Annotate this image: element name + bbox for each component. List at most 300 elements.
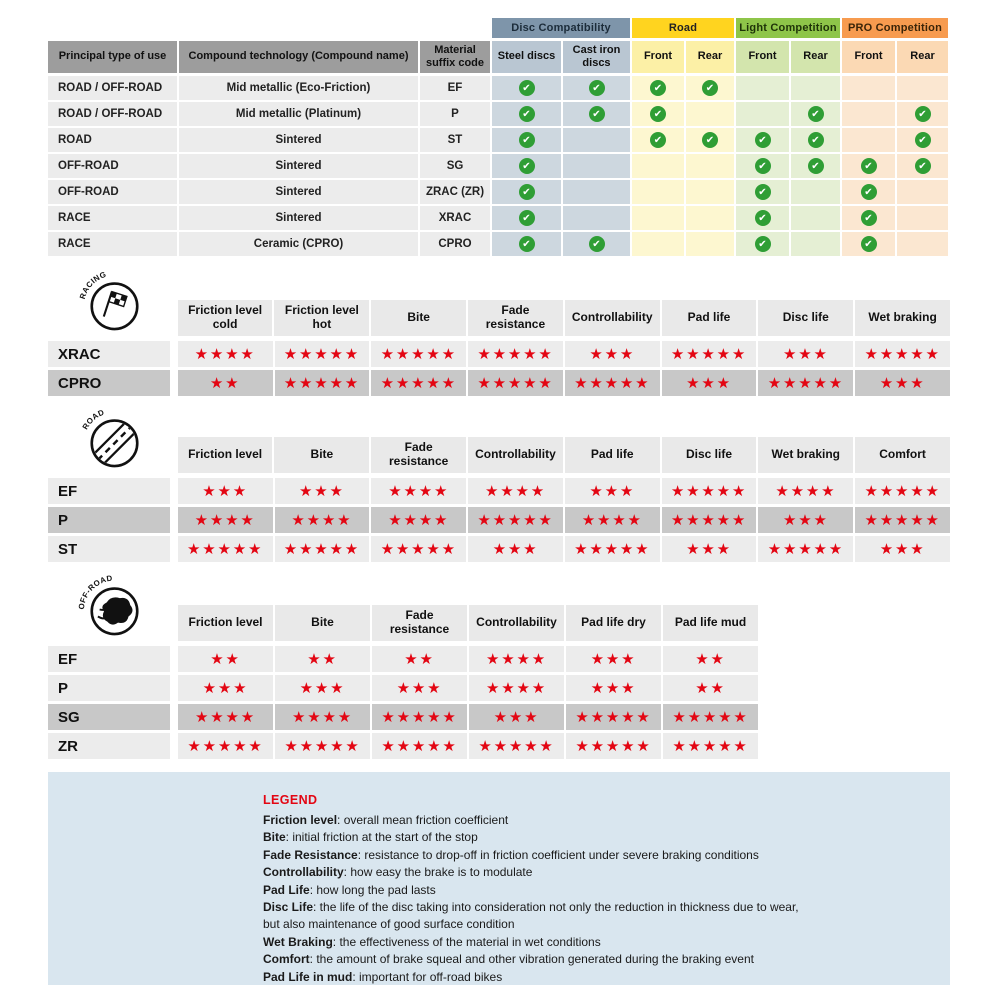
star-rating: ★★★ — [590, 650, 637, 668]
star-rating: ★★★★★ — [380, 374, 457, 392]
legend-description: : overall mean friction coefficient — [337, 813, 509, 827]
check-icon: ✔ — [915, 132, 931, 148]
check-cell — [736, 180, 789, 204]
check-cell — [736, 154, 789, 178]
check-cell — [897, 232, 948, 256]
rating-cell — [662, 478, 757, 504]
rating-cell — [663, 646, 758, 672]
rating-cell — [468, 370, 563, 396]
rating-cell — [566, 733, 661, 759]
check-icon: ✔ — [519, 80, 535, 96]
star-rating: ★★ — [404, 650, 435, 668]
rating-cell — [565, 536, 660, 562]
check-cell — [897, 154, 948, 178]
check-cell — [791, 128, 840, 152]
legend-entry — [263, 812, 930, 829]
check-cell — [632, 76, 684, 100]
star-rating: ★★★★★ — [283, 374, 361, 392]
technology-cell: Mid metallic (Eco-Friction) — [179, 76, 418, 100]
use-cell: OFF-ROAD — [48, 154, 177, 178]
star-rating: ★★★★★ — [864, 482, 941, 500]
column-header: Front — [736, 41, 789, 73]
rating-table — [48, 605, 952, 759]
rating-row — [48, 675, 952, 701]
rating-cell — [275, 341, 370, 367]
check-icon: ✔ — [650, 132, 666, 148]
group-spacer — [48, 18, 490, 38]
check-icon: ✔ — [755, 236, 771, 252]
rating-cell — [468, 341, 563, 367]
star-rating: ★★★★★ — [380, 540, 457, 558]
star-rating: ★★ — [695, 679, 726, 697]
rating-column-header: Bite — [371, 300, 466, 336]
compound-code: P — [48, 675, 170, 701]
check-cell — [492, 232, 561, 256]
legend-term: Controllability — [263, 865, 344, 880]
check-icon: ✔ — [861, 236, 877, 252]
star-rating: ★★★ — [686, 374, 732, 392]
star-rating: ★★★ — [202, 679, 249, 697]
check-cell — [632, 154, 684, 178]
rating-column-header: Bite — [275, 605, 370, 641]
rating-cell — [565, 478, 660, 504]
check-cell — [791, 76, 840, 100]
technology-cell: Sintered — [179, 206, 418, 230]
check-cell — [492, 154, 561, 178]
check-icon: ✔ — [650, 106, 666, 122]
check-icon: ✔ — [589, 80, 605, 96]
rating-cell — [469, 675, 564, 701]
rating-row — [48, 341, 952, 367]
check-icon: ✔ — [519, 158, 535, 174]
check-cell — [791, 102, 840, 126]
check-cell — [897, 102, 948, 126]
rating-header-row — [48, 437, 952, 473]
road-section — [48, 407, 952, 565]
check-cell — [842, 206, 895, 230]
group-header-pro: PRO Competition — [842, 18, 948, 38]
rating-column-header: Fade resistance — [372, 605, 467, 641]
rating-row — [48, 536, 952, 562]
check-icon: ✔ — [519, 210, 535, 226]
rating-cell — [275, 536, 370, 562]
star-rating: ★★★★★ — [574, 374, 651, 392]
check-icon: ✔ — [915, 158, 931, 174]
star-rating: ★★ — [307, 650, 338, 668]
star-rating: ★★★★★ — [672, 737, 749, 755]
check-cell — [897, 206, 948, 230]
rating-header-row — [48, 300, 952, 336]
star-rating: ★★★★ — [194, 511, 256, 529]
racing-flag-icon — [76, 266, 146, 336]
code-cell: SG — [420, 154, 490, 178]
star-rating: ★★★★ — [486, 650, 547, 668]
check-cell — [842, 76, 895, 100]
legend-term: Disc Life — [263, 900, 314, 915]
rating-cell — [372, 675, 467, 701]
check-cell — [842, 180, 895, 204]
check-cell — [686, 128, 734, 152]
star-rating: ★★ — [210, 650, 241, 668]
rating-row — [48, 733, 952, 759]
rating-column-header: Wet braking — [758, 437, 853, 473]
rating-cell — [178, 536, 273, 562]
rating-cell — [855, 536, 950, 562]
column-header: Rear — [897, 41, 948, 73]
star-rating: ★★★★★ — [864, 345, 941, 363]
rating-cell — [178, 646, 273, 672]
rating-cell — [758, 536, 853, 562]
code-cell: XRAC — [420, 206, 490, 230]
star-rating: ★★★★★ — [284, 737, 361, 755]
check-cell — [632, 128, 684, 152]
star-rating: ★★★ — [299, 679, 346, 697]
rating-table — [48, 300, 952, 396]
star-rating: ★★★ — [879, 540, 926, 558]
check-icon: ✔ — [755, 158, 771, 174]
rating-column-header: Fade resistance — [468, 300, 563, 336]
check-cell — [686, 232, 734, 256]
check-icon: ✔ — [755, 184, 771, 200]
rating-cell — [468, 507, 563, 533]
check-cell — [686, 102, 734, 126]
rating-cell — [275, 675, 370, 701]
rating-cell — [371, 341, 466, 367]
check-cell — [563, 76, 630, 100]
table-row — [48, 102, 950, 126]
star-rating: ★★★★ — [195, 708, 256, 726]
star-rating: ★★★ — [202, 482, 249, 500]
rating-cell — [371, 478, 466, 504]
rating-cell — [371, 370, 466, 396]
check-cell — [842, 232, 895, 256]
rating-cell — [663, 675, 758, 701]
star-rating: ★★★★★ — [283, 540, 361, 558]
column-header: Steel discs — [492, 41, 561, 73]
column-header: Front — [842, 41, 895, 73]
rating-column-header: Fade resistance — [371, 437, 466, 473]
rating-cell — [662, 536, 757, 562]
offroad-section — [48, 573, 952, 762]
check-icon: ✔ — [755, 132, 771, 148]
check-cell — [686, 206, 734, 230]
check-cell — [897, 76, 948, 100]
star-rating: ★★★★ — [388, 482, 450, 500]
star-rating: ★★★★★ — [670, 511, 748, 529]
star-rating: ★★★ — [299, 482, 345, 500]
legend-term: Pad Life — [263, 882, 310, 897]
legend-description: : important for off-road bikes — [352, 969, 503, 984]
code-cell: EF — [420, 76, 490, 100]
rating-cell — [178, 370, 273, 396]
legend-entry — [263, 899, 930, 916]
check-icon: ✔ — [755, 210, 771, 226]
check-icon: ✔ — [519, 184, 535, 200]
check-cell — [563, 128, 630, 152]
legend-entry — [263, 882, 930, 899]
rating-column-header: Wet braking — [855, 300, 950, 336]
star-rating: ★★★ — [782, 511, 829, 529]
check-cell — [563, 232, 630, 256]
code-cell: CPRO — [420, 232, 490, 256]
check-cell — [632, 180, 684, 204]
star-rating: ★★★★★ — [380, 345, 457, 363]
star-rating: ★★★★★ — [381, 708, 458, 726]
rating-cell — [565, 507, 660, 533]
legend-description: : the effectiveness of the material in wet conditions — [332, 934, 601, 949]
check-icon: ✔ — [861, 210, 877, 226]
star-rating: ★★★★ — [581, 511, 643, 529]
check-cell — [842, 154, 895, 178]
rating-row — [48, 507, 952, 533]
rating-cell — [663, 704, 758, 730]
star-rating: ★★★ — [590, 679, 637, 697]
star-rating: ★★★★ — [194, 345, 256, 363]
rating-cell — [178, 507, 273, 533]
check-cell — [736, 206, 789, 230]
star-rating: ★★★★ — [775, 482, 837, 500]
star-rating: ★★★ — [396, 679, 443, 697]
check-cell — [492, 206, 561, 230]
check-icon: ✔ — [589, 106, 605, 122]
star-rating: ★★★★★ — [478, 737, 555, 755]
legend-term: Bite — [263, 830, 286, 845]
check-cell — [897, 180, 948, 204]
technology-cell: Ceramic (CPRO) — [179, 232, 418, 256]
code-cell: P — [420, 102, 490, 126]
rating-cell — [371, 507, 466, 533]
check-cell — [563, 154, 630, 178]
star-rating: ★★★★★ — [187, 737, 264, 755]
rating-cell — [178, 733, 273, 759]
star-rating: ★★★ — [589, 345, 636, 363]
star-rating: ★★★ — [782, 345, 829, 363]
column-header: Principal type of use — [48, 41, 177, 73]
rating-cell — [662, 507, 757, 533]
legend-entry — [263, 916, 930, 933]
rating-cell — [275, 370, 370, 396]
check-icon: ✔ — [519, 132, 535, 148]
rating-column-header: Bite — [274, 437, 369, 473]
star-rating: ★★★★★ — [575, 737, 652, 755]
rating-cell — [468, 536, 563, 562]
check-cell — [686, 76, 734, 100]
rating-cell — [758, 507, 853, 533]
check-icon: ✔ — [808, 158, 824, 174]
star-rating: ★★★ — [492, 540, 539, 558]
legend-entry — [263, 829, 930, 846]
compound-code: EF — [48, 478, 170, 504]
legend-term: Fade Resistance — [263, 847, 358, 862]
column-header: Material suffix code — [420, 41, 490, 73]
check-cell — [842, 128, 895, 152]
rating-column-header: Pad life — [662, 300, 757, 336]
rating-header-row — [48, 605, 952, 641]
compound-code: P — [48, 507, 170, 533]
star-rating: ★★★★★ — [283, 345, 361, 363]
check-cell — [492, 102, 561, 126]
legend-entry — [263, 951, 930, 968]
rating-cell — [275, 478, 370, 504]
rating-column-header: Controllability — [565, 300, 660, 336]
check-cell — [563, 206, 630, 230]
legend-description: : how long the pad lasts — [309, 882, 436, 897]
legend-description: : the life of the disc taking into consideration not only the reduction in thickness due to wear, — [313, 900, 799, 915]
check-cell — [563, 102, 630, 126]
compound-code: ST — [48, 536, 170, 562]
star-rating: ★★★★ — [484, 482, 546, 500]
legend-description: : the amount of brake squeal and other vibration generated during the braking event — [309, 952, 754, 967]
compound-code: EF — [48, 646, 170, 672]
rating-cell — [469, 733, 564, 759]
rating-cell — [566, 675, 661, 701]
road-icon-svg — [76, 403, 146, 473]
rating-cell — [662, 370, 757, 396]
table-row — [48, 180, 950, 204]
star-rating: ★★★★★ — [767, 374, 844, 392]
use-cell: OFF-ROAD — [48, 180, 177, 204]
group-header-disc: Disc Compatibility — [492, 18, 630, 38]
rating-cell — [855, 507, 950, 533]
check-cell — [897, 128, 948, 152]
offroad-icon-label: OFF-ROAD — [76, 573, 114, 611]
check-icon: ✔ — [702, 132, 718, 148]
star-rating: ★★★ — [879, 374, 926, 392]
use-cell: ROAD / OFF-ROAD — [48, 102, 177, 126]
star-rating: ★★★ — [686, 540, 732, 558]
check-cell — [632, 206, 684, 230]
legend-entry — [263, 934, 930, 951]
star-rating: ★★★★ — [486, 679, 547, 697]
rating-cell — [178, 478, 273, 504]
check-cell — [791, 206, 840, 230]
legend-term: Pad Life in mud — [263, 969, 353, 984]
check-icon: ✔ — [702, 80, 718, 96]
check-icon: ✔ — [808, 132, 824, 148]
legend-description: : how easy the brake is to modulate — [343, 865, 533, 880]
check-icon: ✔ — [861, 158, 877, 174]
rating-cell — [372, 704, 467, 730]
rating-column-header: Pad life — [565, 437, 660, 473]
check-cell — [686, 180, 734, 204]
star-rating: ★★★★★ — [574, 540, 651, 558]
technology-cell: Mid metallic (Platinum) — [179, 102, 418, 126]
group-header-light: Light Competition — [736, 18, 840, 38]
legend-entry — [263, 864, 930, 881]
rating-column-header: Controllability — [469, 605, 564, 641]
rating-cell — [469, 646, 564, 672]
star-rating: ★★ — [209, 374, 241, 392]
rating-cell — [275, 507, 370, 533]
table-row — [48, 76, 950, 100]
rating-column-header: Comfort — [855, 437, 950, 473]
rating-cell — [855, 478, 950, 504]
check-cell — [563, 180, 630, 204]
road-icon — [76, 403, 146, 473]
rating-cell — [468, 478, 563, 504]
rating-row — [48, 478, 952, 504]
legend-term: Wet Braking — [263, 934, 333, 949]
legend-term: Friction level — [263, 813, 338, 827]
star-rating: ★★★★★ — [864, 511, 941, 529]
rating-column-header: Pad life mud — [663, 605, 758, 641]
racing-icon-label: RACING — [77, 269, 108, 301]
rating-cell — [275, 646, 370, 672]
check-icon: ✔ — [589, 236, 605, 252]
use-cell: RACE — [48, 232, 177, 256]
rating-cell — [275, 704, 370, 730]
compound-code: SG — [48, 704, 170, 730]
star-rating: ★★★★ — [292, 708, 353, 726]
code-cell: ST — [420, 128, 490, 152]
rating-cell — [855, 370, 950, 396]
legend-entry — [263, 969, 930, 986]
star-rating: ★★ — [695, 650, 726, 668]
compatibility-table — [48, 18, 950, 258]
rating-cell — [372, 733, 467, 759]
technology-cell: Sintered — [179, 180, 418, 204]
technology-cell: Sintered — [179, 154, 418, 178]
check-cell — [736, 76, 789, 100]
check-icon: ✔ — [650, 80, 666, 96]
icon-circle — [92, 284, 138, 330]
use-cell: ROAD — [48, 128, 177, 152]
racing-section — [48, 269, 952, 399]
check-icon: ✔ — [861, 184, 877, 200]
star-rating: ★★★★★ — [670, 482, 748, 500]
legend-entries — [263, 812, 930, 986]
check-cell — [492, 128, 561, 152]
rating-cell — [566, 704, 661, 730]
rating-cell — [662, 341, 757, 367]
star-rating: ★★★★★ — [381, 737, 458, 755]
star-rating: ★★★★★ — [670, 345, 748, 363]
rating-row — [48, 370, 952, 396]
rating-column-header: Friction level — [178, 605, 273, 641]
rating-row — [48, 704, 952, 730]
legend-description: : initial friction at the start of the stop — [285, 830, 478, 845]
rating-column-header: Friction level cold — [178, 300, 273, 336]
column-header: Front — [632, 41, 684, 73]
rating-cell — [565, 341, 660, 367]
rating-cell — [178, 341, 273, 367]
road-icon-label: ROAD — [80, 407, 106, 432]
rating-cell — [758, 370, 853, 396]
rating-cell — [371, 536, 466, 562]
star-rating: ★★★ — [493, 708, 540, 726]
check-icon: ✔ — [915, 106, 931, 122]
table-row — [48, 128, 950, 152]
table-row — [48, 206, 950, 230]
rating-cell — [372, 646, 467, 672]
check-cell — [632, 102, 684, 126]
rating-cell — [855, 341, 950, 367]
racing-flag-icon-svg — [76, 266, 146, 336]
star-rating: ★★★★★ — [477, 374, 554, 392]
star-rating: ★★★★★ — [477, 345, 554, 363]
star-rating: ★★★★★ — [477, 511, 554, 529]
compound-code: CPRO — [48, 370, 170, 396]
rating-cell — [566, 646, 661, 672]
check-cell — [791, 154, 840, 178]
check-cell — [632, 232, 684, 256]
column-header: Cast iron discs — [563, 41, 630, 73]
group-header-road: Road — [632, 18, 734, 38]
check-icon: ✔ — [519, 236, 535, 252]
check-cell — [736, 102, 789, 126]
rating-cell — [565, 370, 660, 396]
rating-column-header: Pad life dry — [566, 605, 661, 641]
